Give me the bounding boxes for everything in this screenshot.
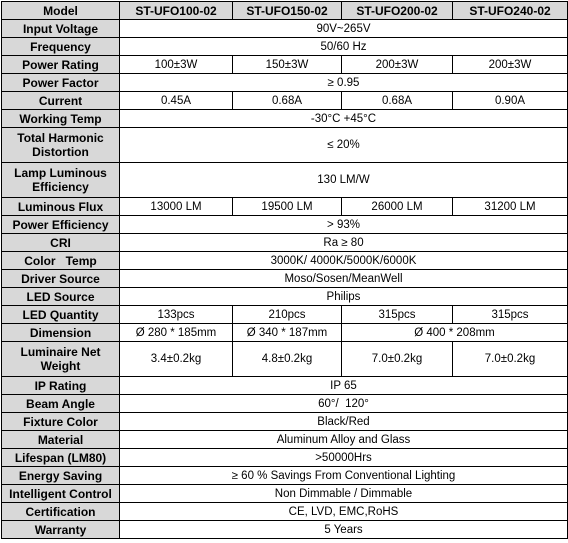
value-dimension-3: Ø 400 * 208mm xyxy=(342,324,568,342)
row-intelligent-control xyxy=(2,485,568,503)
label-warranty: Warranty xyxy=(2,521,120,539)
row-fixture-color xyxy=(2,413,568,431)
value-power-rating-1: 100±3W xyxy=(120,56,233,74)
row-energy-saving xyxy=(2,467,568,485)
value-luminous-flux-3: 26000 LM xyxy=(342,198,453,216)
label-material: Material xyxy=(2,431,120,449)
row-color-temp xyxy=(2,252,568,270)
value-power-rating-3: 200±3W xyxy=(342,56,453,74)
value-ip-rating: IP 65 xyxy=(120,377,568,395)
row-frequency xyxy=(2,38,568,56)
value-power-rating-2: 150±3W xyxy=(233,56,342,74)
value-net-weight-1: 3.4±0.2kg xyxy=(120,342,233,377)
label-luminous-flux: Luminous Flux xyxy=(2,198,120,216)
value-energy-saving: ≥ 60 % Savings From Conventional Lighting xyxy=(120,467,568,485)
value-power-rating-4: 200±3W xyxy=(453,56,568,74)
value-current-4: 0.90A xyxy=(453,92,568,110)
label-ip-rating: IP Rating xyxy=(2,377,120,395)
label-lifespan: Lifespan (LM80) xyxy=(2,449,120,467)
row-beam-angle xyxy=(2,395,568,413)
row-thd xyxy=(2,128,568,163)
label-power-factor: Power Factor xyxy=(2,74,120,92)
row-warranty xyxy=(2,521,568,539)
row-input-voltage xyxy=(2,20,568,38)
value-lamp-efficiency: 130 LM/W xyxy=(120,163,568,198)
row-led-source xyxy=(2,288,568,306)
value-material: Aluminum Alloy and Glass xyxy=(120,431,568,449)
header-model-4: ST-UFO240-02 xyxy=(453,2,568,20)
label-input-voltage: Input Voltage xyxy=(2,20,120,38)
row-net-weight xyxy=(2,342,568,377)
row-led-quantity xyxy=(2,306,568,324)
label-intelligent-control: Intelligent Control xyxy=(2,485,120,503)
label-cri: CRI xyxy=(2,234,120,252)
row-cri xyxy=(2,234,568,252)
header-row xyxy=(2,2,568,20)
value-current-3: 0.68A xyxy=(342,92,453,110)
label-led-source: LED Source xyxy=(2,288,120,306)
value-led-quantity-3: 315pcs xyxy=(342,306,453,324)
row-working-temp xyxy=(2,110,568,128)
value-led-source: Philips xyxy=(120,288,568,306)
value-power-efficiency: > 93% xyxy=(120,216,568,234)
value-net-weight-4: 7.0±0.2kg xyxy=(453,342,568,377)
value-power-factor: ≥ 0.95 xyxy=(120,74,568,92)
value-current-1: 0.45A xyxy=(120,92,233,110)
value-frequency: 50/60 Hz xyxy=(120,38,568,56)
value-color-temp: 3000K/ 4000K/5000K/6000K xyxy=(120,252,568,270)
label-thd: Total Harmonic Distortion xyxy=(2,128,120,163)
value-fixture-color: Black/Red xyxy=(120,413,568,431)
row-lamp-efficiency xyxy=(2,163,568,198)
value-dimension-2: Ø 340 * 187mm xyxy=(233,324,342,342)
value-dimension-1: Ø 280 * 185mm xyxy=(120,324,233,342)
header-model-label: Model xyxy=(2,2,120,20)
row-certification xyxy=(2,503,568,521)
label-led-quantity: LED Quantity xyxy=(2,306,120,324)
value-intelligent-control: Non Dimmable / Dimmable xyxy=(120,485,568,503)
value-cri: Ra ≥ 80 xyxy=(120,234,568,252)
label-power-efficiency: Power Efficiency xyxy=(2,216,120,234)
value-luminous-flux-1: 13000 LM xyxy=(120,198,233,216)
value-luminous-flux-4: 31200 LM xyxy=(453,198,568,216)
value-beam-angle: 60°/ 120° xyxy=(120,395,568,413)
row-luminous-flux xyxy=(2,198,568,216)
value-net-weight-2: 4.8±0.2kg xyxy=(233,342,342,377)
label-beam-angle: Beam Angle xyxy=(2,395,120,413)
row-material xyxy=(2,431,568,449)
label-driver-source: Driver Source xyxy=(2,270,120,288)
value-luminous-flux-2: 19500 LM xyxy=(233,198,342,216)
value-thd: ≤ 20% xyxy=(120,128,568,163)
row-lifespan xyxy=(2,449,568,467)
value-working-temp: -30°C +45°C xyxy=(120,110,568,128)
value-input-voltage: 90V~265V xyxy=(120,20,568,38)
spec-table xyxy=(1,1,568,539)
row-power-factor xyxy=(2,74,568,92)
label-current: Current xyxy=(2,92,120,110)
label-dimension: Dimension xyxy=(2,324,120,342)
row-dimension xyxy=(2,324,568,342)
header-model-1: ST-UFO100-02 xyxy=(120,2,233,20)
value-driver-source: Moso/Sosen/MeanWell xyxy=(120,270,568,288)
row-power-efficiency xyxy=(2,216,568,234)
label-frequency: Frequency xyxy=(2,38,120,56)
value-led-quantity-1: 133pcs xyxy=(120,306,233,324)
row-ip-rating xyxy=(2,377,568,395)
label-energy-saving: Energy Saving xyxy=(2,467,120,485)
header-model-3: ST-UFO200-02 xyxy=(342,2,453,20)
value-lifespan: >50000Hrs xyxy=(120,449,568,467)
label-net-weight: Luminaire Net Weight xyxy=(2,342,120,377)
value-certification: CE, LVD, EMC,RoHS xyxy=(120,503,568,521)
header-model-2: ST-UFO150-02 xyxy=(233,2,342,20)
row-power-rating xyxy=(2,56,568,74)
label-fixture-color: Fixture Color xyxy=(2,413,120,431)
value-net-weight-3: 7.0±0.2kg xyxy=(342,342,453,377)
label-lamp-efficiency: Lamp Luminous Efficiency xyxy=(2,163,120,198)
value-led-quantity-2: 210pcs xyxy=(233,306,342,324)
label-color-temp: Color Temp xyxy=(2,252,120,270)
label-power-rating: Power Rating xyxy=(2,56,120,74)
label-certification: Certification xyxy=(2,503,120,521)
value-led-quantity-4: 315pcs xyxy=(453,306,568,324)
label-working-temp: Working Temp xyxy=(2,110,120,128)
value-warranty: 5 Years xyxy=(120,521,568,539)
value-current-2: 0.68A xyxy=(233,92,342,110)
row-driver-source xyxy=(2,270,568,288)
row-current xyxy=(2,92,568,110)
